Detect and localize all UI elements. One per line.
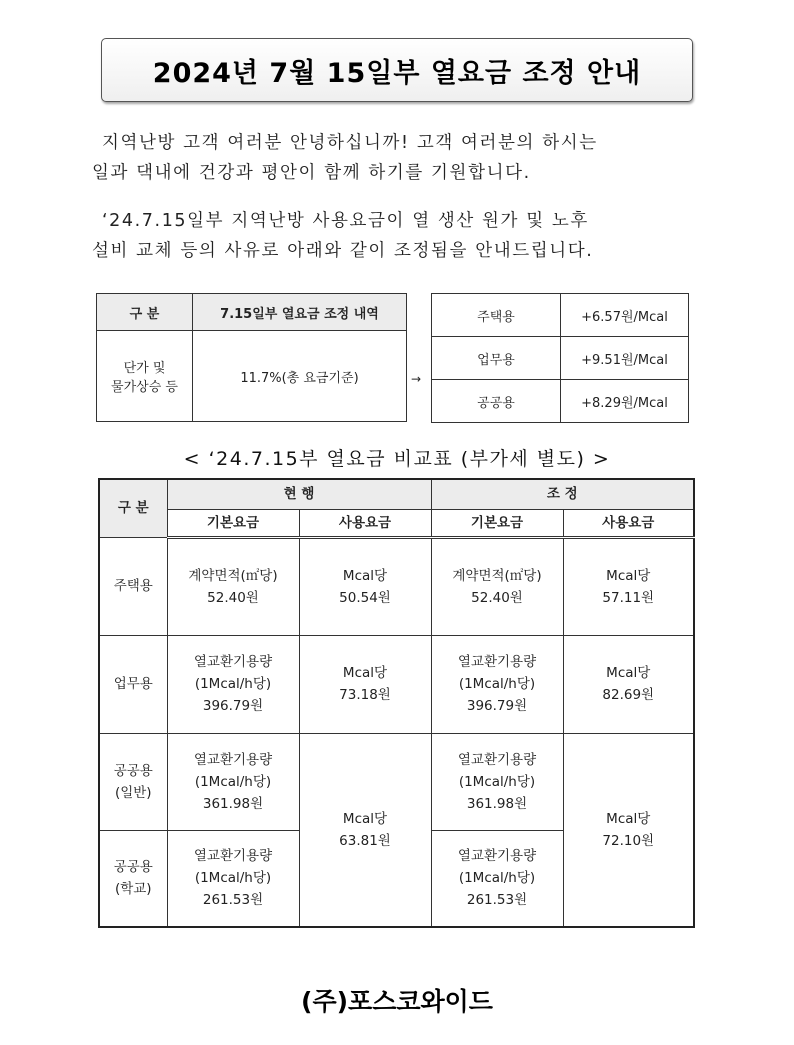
- intro-paragraph-2: [92, 206, 702, 266]
- cell-line: 52.40원: [207, 589, 259, 606]
- cell-line: 열교환기용량: [457, 751, 537, 768]
- cell-line: 361.98원: [466, 795, 528, 812]
- intro-line: 일과 댁내에 건강과 평안이 함께 하기를 기원합니다.: [92, 163, 531, 183]
- cell-line: 열교환기용량: [193, 848, 273, 865]
- adj-base-business: [431, 635, 563, 733]
- compare-header-base: 기본요금: [431, 509, 563, 537]
- intro-line: ‘24.7.15일부 지역난방 사용요금이 열 생산 원가 및 노후: [102, 211, 589, 231]
- cell-line: 82.69원: [602, 687, 655, 703]
- adjust-type: 공공용: [432, 380, 561, 423]
- row-label-public-general: [99, 733, 167, 830]
- cell-line: 계약면적(㎡당): [452, 567, 542, 584]
- cell-line: 261.53원: [202, 892, 264, 909]
- cell-line: 열교환기용량: [193, 751, 273, 768]
- cell-line: Mcal당: [606, 567, 651, 584]
- adjust-change: +9.51원/Mcal: [561, 337, 689, 380]
- page-title: 2024년 7월 15일부 열요금 조정 안내: [152, 57, 642, 89]
- row-label-public-school: [99, 830, 167, 927]
- cur-usage-business: [299, 635, 431, 733]
- cell-line: 72.10원: [602, 832, 655, 849]
- summary-table: [96, 293, 407, 422]
- cell-line: 57.11원: [602, 589, 655, 606]
- adjust-change: +8.29원/Mcal: [561, 380, 689, 423]
- cell-line: (학교): [114, 881, 152, 898]
- table-row: [432, 294, 689, 337]
- cell-line: 공공용: [113, 859, 153, 876]
- adj-usage-residential: [563, 537, 694, 635]
- compare-title: < ‘24.7.15부 열요금 비교표 (부가세 별도) >: [183, 448, 611, 470]
- table-row: [432, 337, 689, 380]
- right-arrow-icon: →: [411, 372, 422, 386]
- compare-table: [98, 478, 695, 928]
- compare-header-base: 기본요금: [167, 509, 299, 537]
- cur-usage-public: [299, 733, 431, 927]
- cur-base-public-general: [167, 733, 299, 830]
- cell-line: (1Mcal/h당): [458, 676, 536, 692]
- cur-base-residential: [167, 537, 299, 635]
- compare-header-division: 구 분: [99, 479, 167, 537]
- cell-line: (1Mcal/h당): [458, 773, 536, 790]
- compare-header-usage: 사용요금: [563, 509, 694, 537]
- cell-line: (1Mcal/h당): [458, 870, 536, 887]
- table-row: [432, 380, 689, 423]
- cur-usage-residential: [299, 537, 431, 635]
- cell-line: 계약면적(㎡당): [188, 567, 278, 584]
- cell-line: 열교환기용량: [457, 654, 537, 670]
- cell-line: Mcal당: [342, 665, 388, 681]
- company-name: (주)포스코와이드: [301, 987, 493, 1016]
- summary-row-label-line: 단가 및: [123, 361, 166, 376]
- adjust-change: +6.57원/Mcal: [561, 294, 689, 337]
- adjust-type: 주택용: [432, 294, 561, 337]
- cell-line: (1Mcal/h당): [194, 773, 272, 790]
- adjust-type: 업무용: [432, 337, 561, 380]
- compare-header-adjusted: 조 정: [431, 479, 694, 509]
- cell-line: 63.81원: [339, 832, 391, 849]
- table-row: [99, 537, 694, 635]
- compare-header-usage: 사용요금: [299, 509, 431, 537]
- adj-base-residential: [431, 537, 563, 635]
- cell-line: (일반): [114, 784, 152, 801]
- adj-usage-business: [563, 635, 694, 733]
- row-label-business: 업무용: [99, 635, 167, 733]
- cell-line: 73.18원: [339, 687, 391, 703]
- cell-line: 열교환기용량: [193, 654, 273, 670]
- cell-line: 52.40원: [471, 589, 523, 606]
- cell-line: 361.98원: [202, 795, 264, 812]
- intro-paragraph-1: [92, 128, 702, 188]
- cell-line: Mcal당: [342, 567, 388, 584]
- intro-line: 지역난방 고객 여러분 안녕하십니까! 고객 여러분의 하시는: [102, 133, 598, 153]
- compare-header-current: 현 행: [167, 479, 431, 509]
- row-label-residential: 주택용: [99, 537, 167, 635]
- adj-base-public-school: [431, 830, 563, 927]
- cell-line: Mcal당: [342, 810, 388, 827]
- cur-base-business: [167, 635, 299, 733]
- cur-base-public-school: [167, 830, 299, 927]
- cell-line: (1Mcal/h당): [194, 870, 272, 887]
- adj-base-public-general: [431, 733, 563, 830]
- summary-row-value: 11.7%(총 요금기준): [193, 331, 407, 422]
- cell-line: 열교환기용량: [457, 848, 537, 865]
- adjust-table: [431, 293, 689, 423]
- intro-line: 설비 교체 등의 사유로 아래와 같이 조정됨을 안내드립니다.: [92, 241, 594, 261]
- cell-line: 396.79원: [466, 698, 528, 714]
- cell-line: Mcal당: [606, 665, 651, 681]
- cell-line: (1Mcal/h당): [194, 676, 272, 692]
- summary-row-label-line: 물가상승 등: [111, 380, 178, 395]
- adj-usage-public: [563, 733, 694, 927]
- table-row: [99, 733, 694, 830]
- summary-header-division: 구 분: [97, 294, 193, 331]
- cell-line: 396.79원: [202, 698, 264, 714]
- table-row: [99, 635, 694, 733]
- cell-line: 50.54원: [339, 589, 391, 606]
- summary-row-label: [97, 331, 193, 422]
- summary-header-detail: 7.15일부 열요금 조정 내역: [193, 294, 407, 331]
- cell-line: Mcal당: [606, 810, 651, 827]
- cell-line: 공공용: [113, 762, 153, 779]
- title-box: [101, 38, 693, 102]
- cell-line: 261.53원: [466, 892, 528, 909]
